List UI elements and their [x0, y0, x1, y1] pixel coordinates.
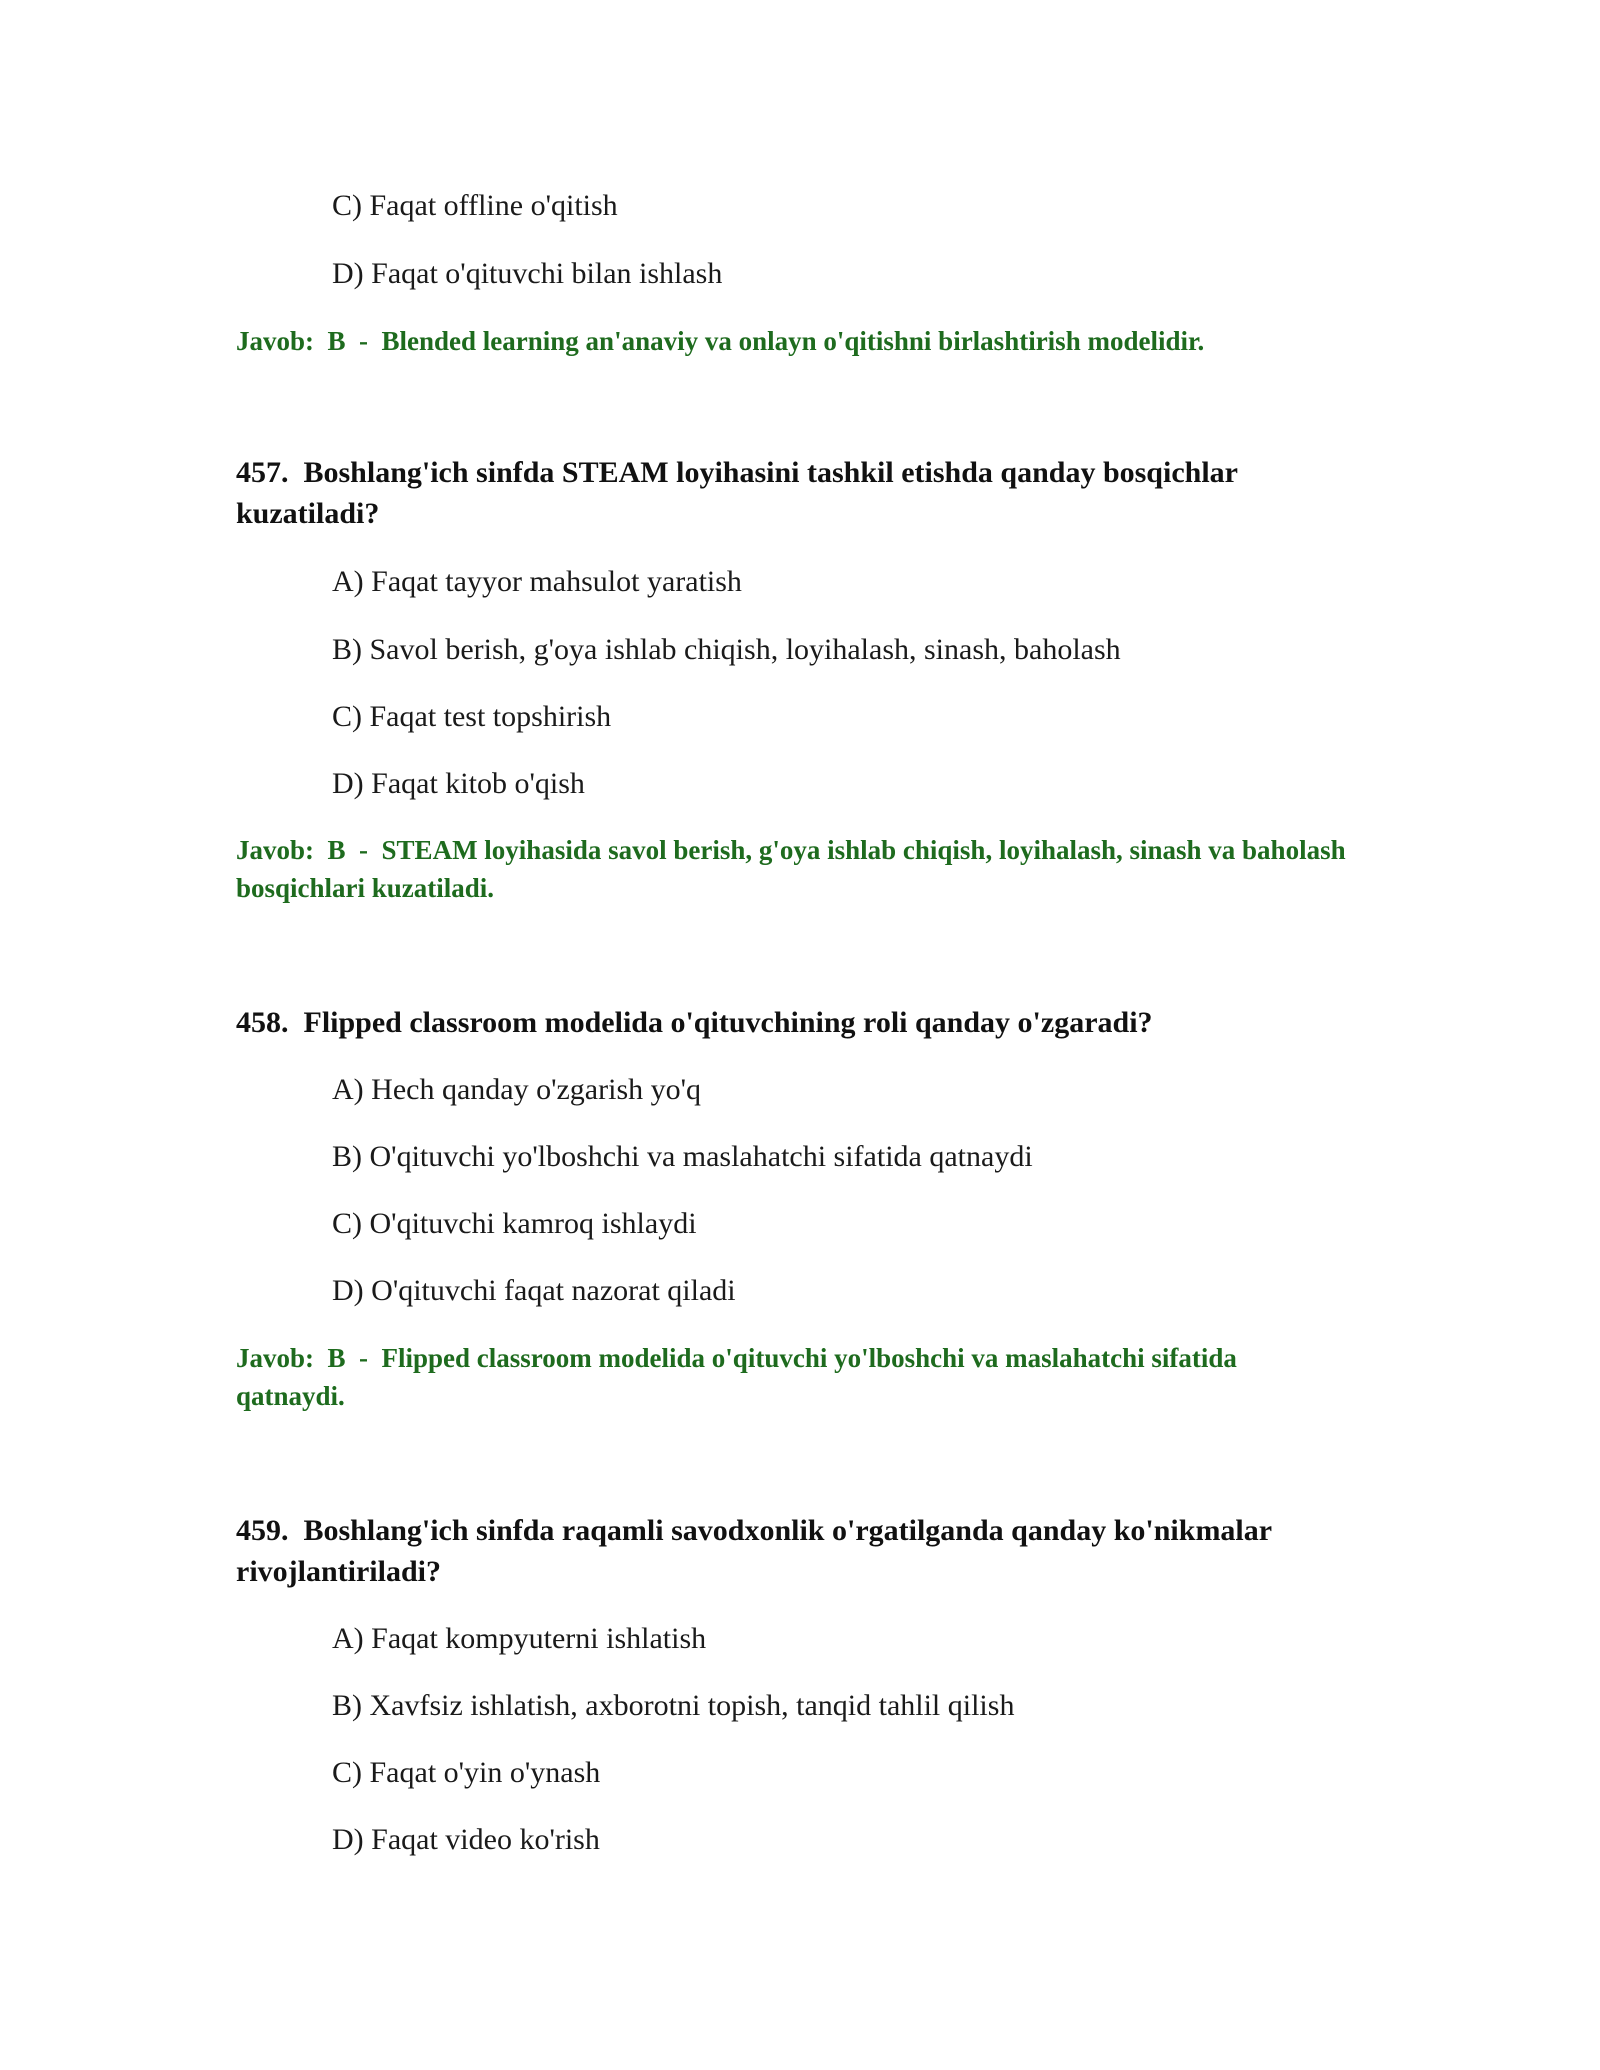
answer-prefix: Javob:	[236, 835, 315, 865]
question-number: 459.	[236, 1514, 289, 1547]
answer-prefix: Javob:	[236, 1343, 315, 1373]
answer-letter: B	[327, 326, 346, 356]
answer-explanation: Blended learning an'anaviy va onlayn o'qitishni birlashtirish modelidir.	[381, 326, 1205, 356]
option-c: C) O'qituvchi kamroq ishlaydi	[332, 1207, 697, 1240]
option-d: D) O'qituvchi faqat nazorat qiladi	[332, 1274, 736, 1307]
option-d: D) Faqat o'qituvchi bilan ishlash	[332, 257, 723, 290]
option-a: A) Faqat tayyor mahsulot yaratish	[332, 565, 742, 598]
option-b: B) Xavfsiz ishlatish, axborotni topish, tanqid tahlil qilish	[332, 1689, 1015, 1722]
question-heading	[236, 452, 1346, 534]
answer-explanation: Flipped classroom modelida o'qituvchi yo'lboshchi va maslahatchi sifatida qatnaydi.	[236, 1343, 1237, 1411]
answer-line: Javob: B - Blended learning an'anaviy va onlayn o'qitishni birlashtirish modelidir.	[236, 326, 1205, 356]
answer-line: Javob: B - STEAM loyihasida savol berish, g'oya ishlab chiqish, loyihalash, sinash va baholash bosqichlari kuzatiladi.	[236, 835, 1346, 903]
question-heading	[236, 1002, 1346, 1043]
answer-letter: B	[327, 835, 346, 865]
option-c: C) Faqat o'yin o'ynash	[332, 1756, 601, 1789]
question-number: 457.	[236, 456, 289, 489]
answer-explanation: STEAM loyihasida savol berish, g'oya ishlab chiqish, loyihalash, sinash va baholash bosqichlari kuzatiladi.	[236, 835, 1346, 903]
answer-line: Javob: B - Flipped classroom modelida o'qituvchi yo'lboshchi va maslahatchi sifatida qatnaydi.	[236, 1343, 1237, 1411]
answer-letter: B	[327, 1343, 346, 1373]
option-b: B) Savol berish, g'oya ishlab chiqish, loyihalash, sinash, baholash	[332, 633, 1121, 666]
question-number: 458.	[236, 1006, 289, 1039]
question-text: Boshlang'ich sinfda STEAM loyihasini tashkil etishda qanday bosqichlar kuzatiladi?	[236, 456, 1238, 530]
option-d: D) Faqat kitob o'qish	[332, 767, 585, 800]
question-text: Flipped classroom modelida o'qituvchining roli qanday o'zgaradi?	[303, 1006, 1153, 1039]
option-d: D) Faqat video ko'rish	[332, 1823, 600, 1856]
question-text: Boshlang'ich sinfda raqamli savodxonlik o'rgatilganda qanday ko'nikmalar rivojlantiriladi?	[236, 1514, 1272, 1588]
question-heading	[236, 1510, 1346, 1592]
option-c: C) Faqat test topshirish	[332, 700, 612, 733]
option-c: C) Faqat offline o'qitish	[332, 189, 618, 222]
option-b: B) O'qituvchi yo'lboshchi va maslahatchi sifatida qatnaydi	[332, 1140, 1033, 1173]
option-a: A) Hech qanday o'zgarish yo'q	[332, 1073, 702, 1106]
answer-prefix: Javob:	[236, 326, 315, 356]
option-a: A) Faqat kompyuterni ishlatish	[332, 1622, 707, 1655]
